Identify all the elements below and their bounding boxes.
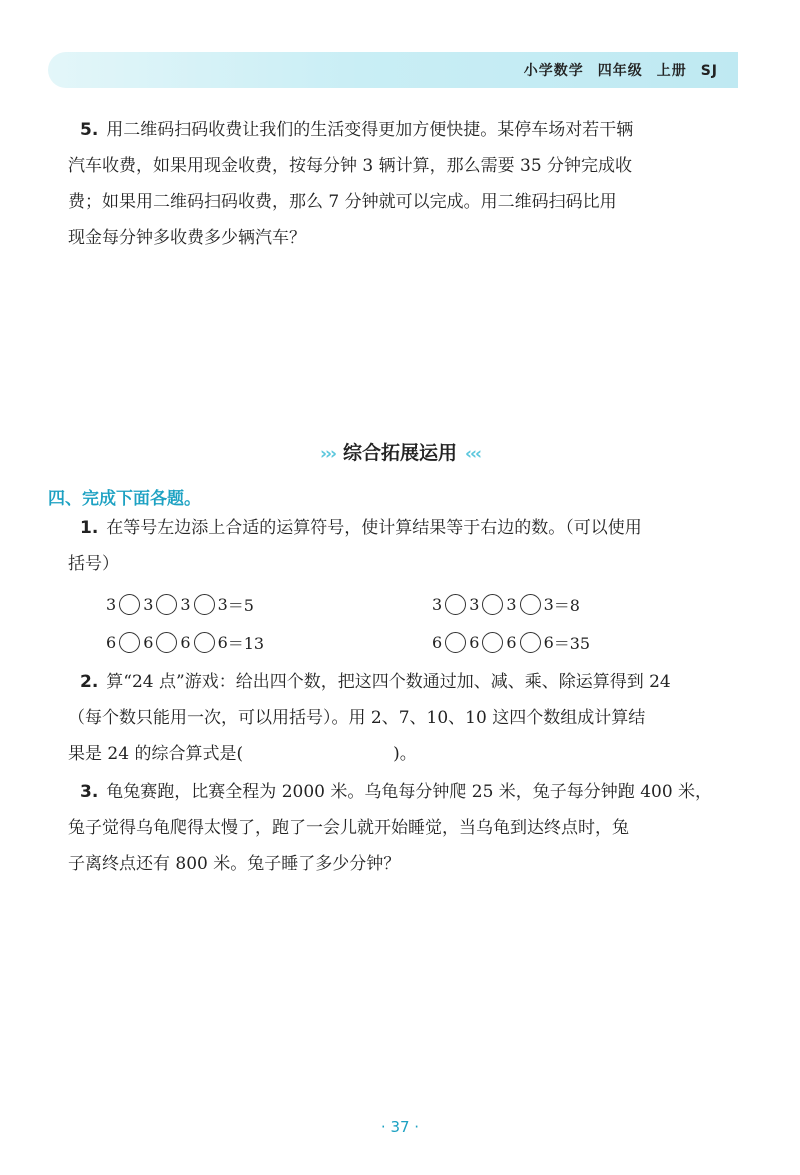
expression-4 bbox=[432, 631, 590, 654]
p2-text-3a: 果是 24 的综合算式是( bbox=[68, 744, 244, 764]
p1-line-2: 括号） bbox=[68, 554, 119, 574]
p2-text-1: 算“24 点”游戏：给出四个数，把这四个数通过加、减、乘、除运算得到 24 bbox=[106, 672, 671, 692]
operator-blank[interactable] bbox=[119, 594, 140, 615]
header-info bbox=[510, 60, 718, 80]
p2-line-1 bbox=[80, 664, 740, 700]
operand: 6 bbox=[432, 633, 443, 652]
p3-number: 3. bbox=[80, 782, 99, 802]
expression-3 bbox=[106, 631, 264, 654]
p2-line-2: （每个数只能用一次，可以用括号）。用 2、7、10、10 这四个数组成计算结 bbox=[68, 708, 646, 728]
operator-blank[interactable] bbox=[445, 594, 466, 615]
result: ＝8 bbox=[553, 596, 580, 615]
problem-1 bbox=[68, 510, 740, 582]
operator-blank[interactable] bbox=[482, 632, 503, 653]
operand: 6 bbox=[180, 633, 191, 652]
section-banner bbox=[0, 438, 800, 465]
p3-line-1 bbox=[80, 774, 740, 810]
expression-2 bbox=[432, 593, 580, 616]
operand: 3 bbox=[506, 595, 517, 614]
problem-2 bbox=[68, 664, 740, 772]
left-arrows-icon: ››› bbox=[319, 444, 335, 464]
operator-blank[interactable] bbox=[445, 632, 466, 653]
question-5 bbox=[68, 112, 740, 256]
operand: 6 bbox=[543, 633, 554, 652]
expression-1 bbox=[106, 593, 254, 616]
part-4-title: 四、完成下面各题。 bbox=[48, 489, 201, 509]
p3-line-2: 兔子觉得乌龟爬得太慢了，跑了一会儿就开始睡觉，当乌龟到达终点时，兔 bbox=[68, 818, 629, 838]
p3-text-1: 龟兔赛跑，比赛全程为 2000 米。乌龟每分钟爬 25 米，兔子每分钟跑 400 米， bbox=[106, 782, 713, 802]
operand: 3 bbox=[106, 595, 117, 614]
operator-blank[interactable] bbox=[520, 632, 541, 653]
p3-line-3: 子离终点还有 800 米。兔子睡了多少分钟？ bbox=[68, 854, 401, 874]
operand: 6 bbox=[217, 633, 228, 652]
operator-blank[interactable] bbox=[520, 594, 541, 615]
header-edition: SJ bbox=[700, 63, 718, 79]
header-volume: 上册 bbox=[656, 63, 687, 79]
operand: 3 bbox=[180, 595, 191, 614]
operator-blank[interactable] bbox=[482, 594, 503, 615]
p2-line-3 bbox=[68, 736, 740, 772]
page-number: · 37 · bbox=[380, 1118, 420, 1136]
section-title: 综合拓展运用 bbox=[342, 442, 457, 464]
operand: 6 bbox=[506, 633, 517, 652]
result: ＝35 bbox=[553, 634, 591, 653]
p1-number: 1. bbox=[80, 518, 99, 538]
operand: 6 bbox=[143, 633, 154, 652]
p2-number: 2. bbox=[80, 672, 99, 692]
operand: 6 bbox=[106, 633, 117, 652]
operand: 6 bbox=[469, 633, 480, 652]
operand: 3 bbox=[143, 595, 154, 614]
q5-line-1 bbox=[80, 112, 740, 148]
q5-text-1: 用二维码扫码收费让我们的生活变得更加方便快捷。某停车场对若干辆 bbox=[106, 120, 634, 140]
operator-blank[interactable] bbox=[156, 594, 177, 615]
operator-blank[interactable] bbox=[194, 632, 215, 653]
header-grade: 四年级 bbox=[597, 63, 643, 79]
operand: 3 bbox=[543, 595, 554, 614]
problem-3 bbox=[68, 774, 740, 882]
result: ＝13 bbox=[227, 634, 265, 653]
q5-number: 5. bbox=[80, 120, 99, 140]
p2-text-3b: )。 bbox=[393, 744, 417, 764]
p1-line-1 bbox=[80, 510, 740, 546]
p1-text-1: 在等号左边添上合适的运算符号，使计算结果等于右边的数。（可以使用 bbox=[106, 518, 642, 538]
operand: 3 bbox=[469, 595, 480, 614]
operator-blank[interactable] bbox=[156, 632, 177, 653]
operand: 3 bbox=[432, 595, 443, 614]
header-subject: 小学数学 bbox=[523, 63, 584, 79]
operator-blank[interactable] bbox=[119, 632, 140, 653]
q5-line-4: 现金每分钟多收费多少辆汽车？ bbox=[68, 228, 306, 248]
operand: 3 bbox=[217, 595, 228, 614]
result: ＝5 bbox=[227, 596, 254, 615]
operator-blank[interactable] bbox=[194, 594, 215, 615]
right-arrows-icon: ‹‹‹ bbox=[465, 444, 481, 464]
q5-line-2: 汽车收费，如果用现金收费，按每分钟 3 辆计算，那么需要 35 分钟完成收 bbox=[68, 156, 633, 176]
q5-line-3: 费；如果用二维码扫码收费，那么 7 分钟就可以完成。用二维码扫码比用 bbox=[68, 192, 617, 212]
